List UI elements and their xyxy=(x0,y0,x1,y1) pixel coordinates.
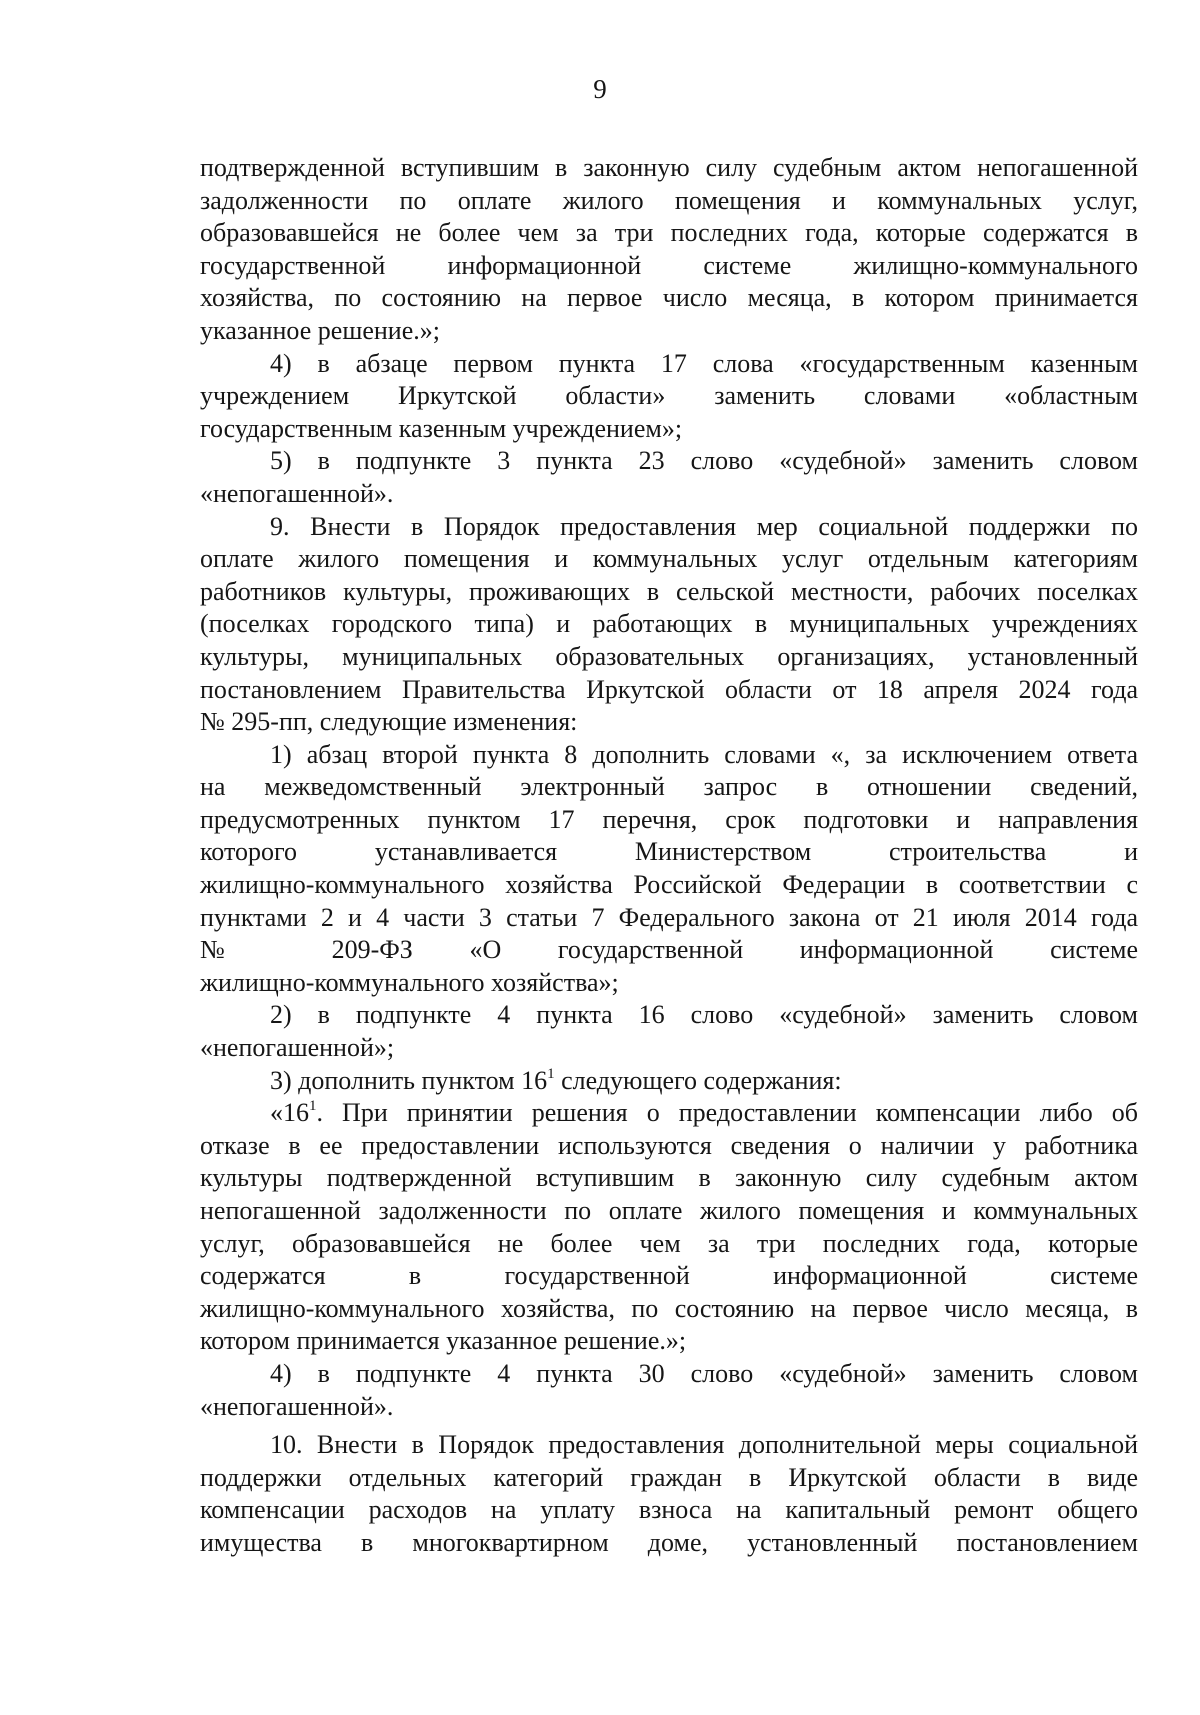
text-line-content: отказе в ее предоставлении используются сведения о наличии у работника xyxy=(200,1130,1138,1160)
text-line-content: 9. Внести в Порядок предоставления мер социальной поддержки по xyxy=(270,511,1138,541)
text-line xyxy=(200,217,1138,250)
text-line-content: содержатся в государственной информационной системе xyxy=(200,1261,1138,1291)
text-line-content: 4) в абзаце первом пункта 17 слова «государственным казенным xyxy=(270,348,1138,378)
text-line-content: предусмотренных пунктом 17 перечня, срок подготовки и направления xyxy=(200,804,1138,834)
text-line-content: 10. Внести в Порядок предоставления дополнительной меры социальной xyxy=(270,1430,1138,1460)
text-line xyxy=(200,641,1138,674)
text-line xyxy=(200,445,1138,478)
text-line xyxy=(200,674,1138,707)
text-line xyxy=(200,1494,1138,1527)
text-line xyxy=(200,1228,1138,1261)
document-body xyxy=(200,152,1138,1560)
text-line-content: на межведомственный электронный запрос в отношении сведений, xyxy=(200,772,1138,802)
text-line xyxy=(200,1097,1138,1130)
text-line-content: задолженности по оплате жилого помещения и коммунальных услуг, xyxy=(200,185,1138,215)
text-line xyxy=(200,282,1138,315)
text-line xyxy=(200,608,1138,641)
text-line xyxy=(200,250,1138,283)
text-line xyxy=(200,1130,1138,1163)
text-line-content: № 209-ФЗ «О государственной информационной системе xyxy=(200,935,1138,965)
text-line-content: 1) абзац второй пункта 8 дополнить словами «, за исключением ответа xyxy=(270,739,1138,769)
text-line xyxy=(200,185,1138,218)
text-line-content: услуг, образовавшейся не более чем за три последних года, которые xyxy=(200,1228,1138,1258)
text-line xyxy=(200,804,1138,837)
text-line-content: 3) дополнить пунктом 16 xyxy=(270,1065,548,1095)
text-line-content: имущества в многоквартирном доме, установленный постановлением xyxy=(200,1527,1138,1557)
text-line xyxy=(200,1391,1138,1424)
text-line xyxy=(200,836,1138,869)
text-line-content: «16 xyxy=(270,1098,309,1128)
text-line-content: жилищно-коммунального хозяйства Российской Федерации в соответствии с xyxy=(200,870,1138,900)
text-line-content: (поселках городского типа) и работающих в муниципальных учреждениях xyxy=(200,609,1138,639)
text-line xyxy=(200,152,1138,185)
text-line-content: «непогашенной». xyxy=(200,478,394,508)
text-line-content: непогашенной задолженности по оплате жилого помещения и коммунальных xyxy=(200,1196,1138,1225)
text-line-content: образовавшейся не более чем за три последних года, которые содержатся в xyxy=(200,218,1138,248)
text-line-content: поддержки отдельных категорий граждан в Иркутской области в виде xyxy=(200,1462,1138,1492)
text-line-content: работников культуры, проживающих в сельской местности, рабочих поселках xyxy=(200,576,1138,606)
text-line-continuation: . При принятии решения о предоставлении компенсации либо об xyxy=(316,1098,1138,1128)
text-line-content: 2) в подпункте 4 пункта 16 слово «судебной» заменить словом xyxy=(270,1000,1138,1030)
text-line xyxy=(200,348,1138,381)
text-line xyxy=(200,413,1138,446)
superscript: 1 xyxy=(547,1065,555,1082)
text-line-content: «непогашенной». xyxy=(200,1391,394,1421)
text-line xyxy=(200,1162,1138,1195)
text-line-content: культуры, муниципальных образовательных организациях, установленный xyxy=(200,641,1138,671)
text-line-content: подтвержденной вступившим в законную силу судебным актом непогашенной xyxy=(200,153,1138,182)
text-line-content: учреждением Иркутской области» заменить словами «областным xyxy=(200,381,1138,411)
text-line xyxy=(200,771,1138,804)
text-line xyxy=(200,934,1138,967)
text-line xyxy=(200,380,1138,413)
text-line xyxy=(200,902,1138,935)
text-line xyxy=(200,739,1138,772)
text-line-content: хозяйства, по состоянию на первое число месяца, в котором принимается xyxy=(200,283,1138,313)
text-line xyxy=(200,1195,1138,1228)
text-line xyxy=(200,1260,1138,1293)
text-line-content: пунктами 2 и 4 части 3 статьи 7 Федерального закона от 21 июля 2014 года xyxy=(200,902,1138,932)
text-line xyxy=(200,999,1138,1032)
text-line-content: котором принимается указанное решение.»; xyxy=(200,1326,687,1356)
text-line xyxy=(200,869,1138,902)
text-line xyxy=(200,1293,1138,1326)
text-line xyxy=(200,1462,1138,1495)
text-line-content: «непогашенной»; xyxy=(200,1033,395,1063)
text-line-content: жилищно-коммунального хозяйства, по состоянию на первое число месяца, в xyxy=(200,1293,1138,1323)
text-line xyxy=(200,1527,1138,1560)
text-line xyxy=(200,1325,1138,1358)
text-line-content: № 295-пп, следующие изменения: xyxy=(200,707,578,737)
text-line-content: которого устанавливается Министерством строительства и xyxy=(200,837,1138,867)
text-line-content: государственной информационной системе жилищно-коммунального xyxy=(200,250,1138,280)
text-line xyxy=(200,1358,1138,1391)
text-line xyxy=(200,1032,1138,1065)
text-line xyxy=(200,706,1138,739)
text-line-content: культуры подтвержденной вступившим в законную силу судебным актом xyxy=(200,1163,1138,1193)
text-line-content: указанное решение.»; xyxy=(200,315,440,345)
text-line xyxy=(200,315,1138,348)
text-line xyxy=(200,511,1138,544)
text-line xyxy=(200,1065,1138,1098)
text-line-content: оплате жилого помещения и коммунальных услуг отдельным категориям xyxy=(200,544,1138,574)
text-line xyxy=(200,967,1138,1000)
text-line xyxy=(200,543,1138,576)
page-number: 9 xyxy=(593,74,607,104)
text-line-content: жилищно-коммунального хозяйства»; xyxy=(200,967,619,997)
text-line-continuation: следующего содержания: xyxy=(554,1065,842,1095)
text-line-content: компенсации расходов на уплату взноса на капитальный ремонт общего xyxy=(200,1495,1138,1525)
text-line xyxy=(200,1429,1138,1462)
superscript: 1 xyxy=(309,1098,317,1115)
text-line xyxy=(200,576,1138,609)
text-line xyxy=(200,478,1138,511)
text-line-content: государственным казенным учреждением»; xyxy=(200,413,683,443)
text-line-content: 4) в подпункте 4 пункта 30 слово «судебной» заменить словом xyxy=(270,1358,1138,1388)
text-line-content: 5) в подпункте 3 пункта 23 слово «судебной» заменить словом xyxy=(270,446,1138,476)
text-line-content: постановлением Правительства Иркутской области от 18 апреля 2024 года xyxy=(200,674,1138,704)
